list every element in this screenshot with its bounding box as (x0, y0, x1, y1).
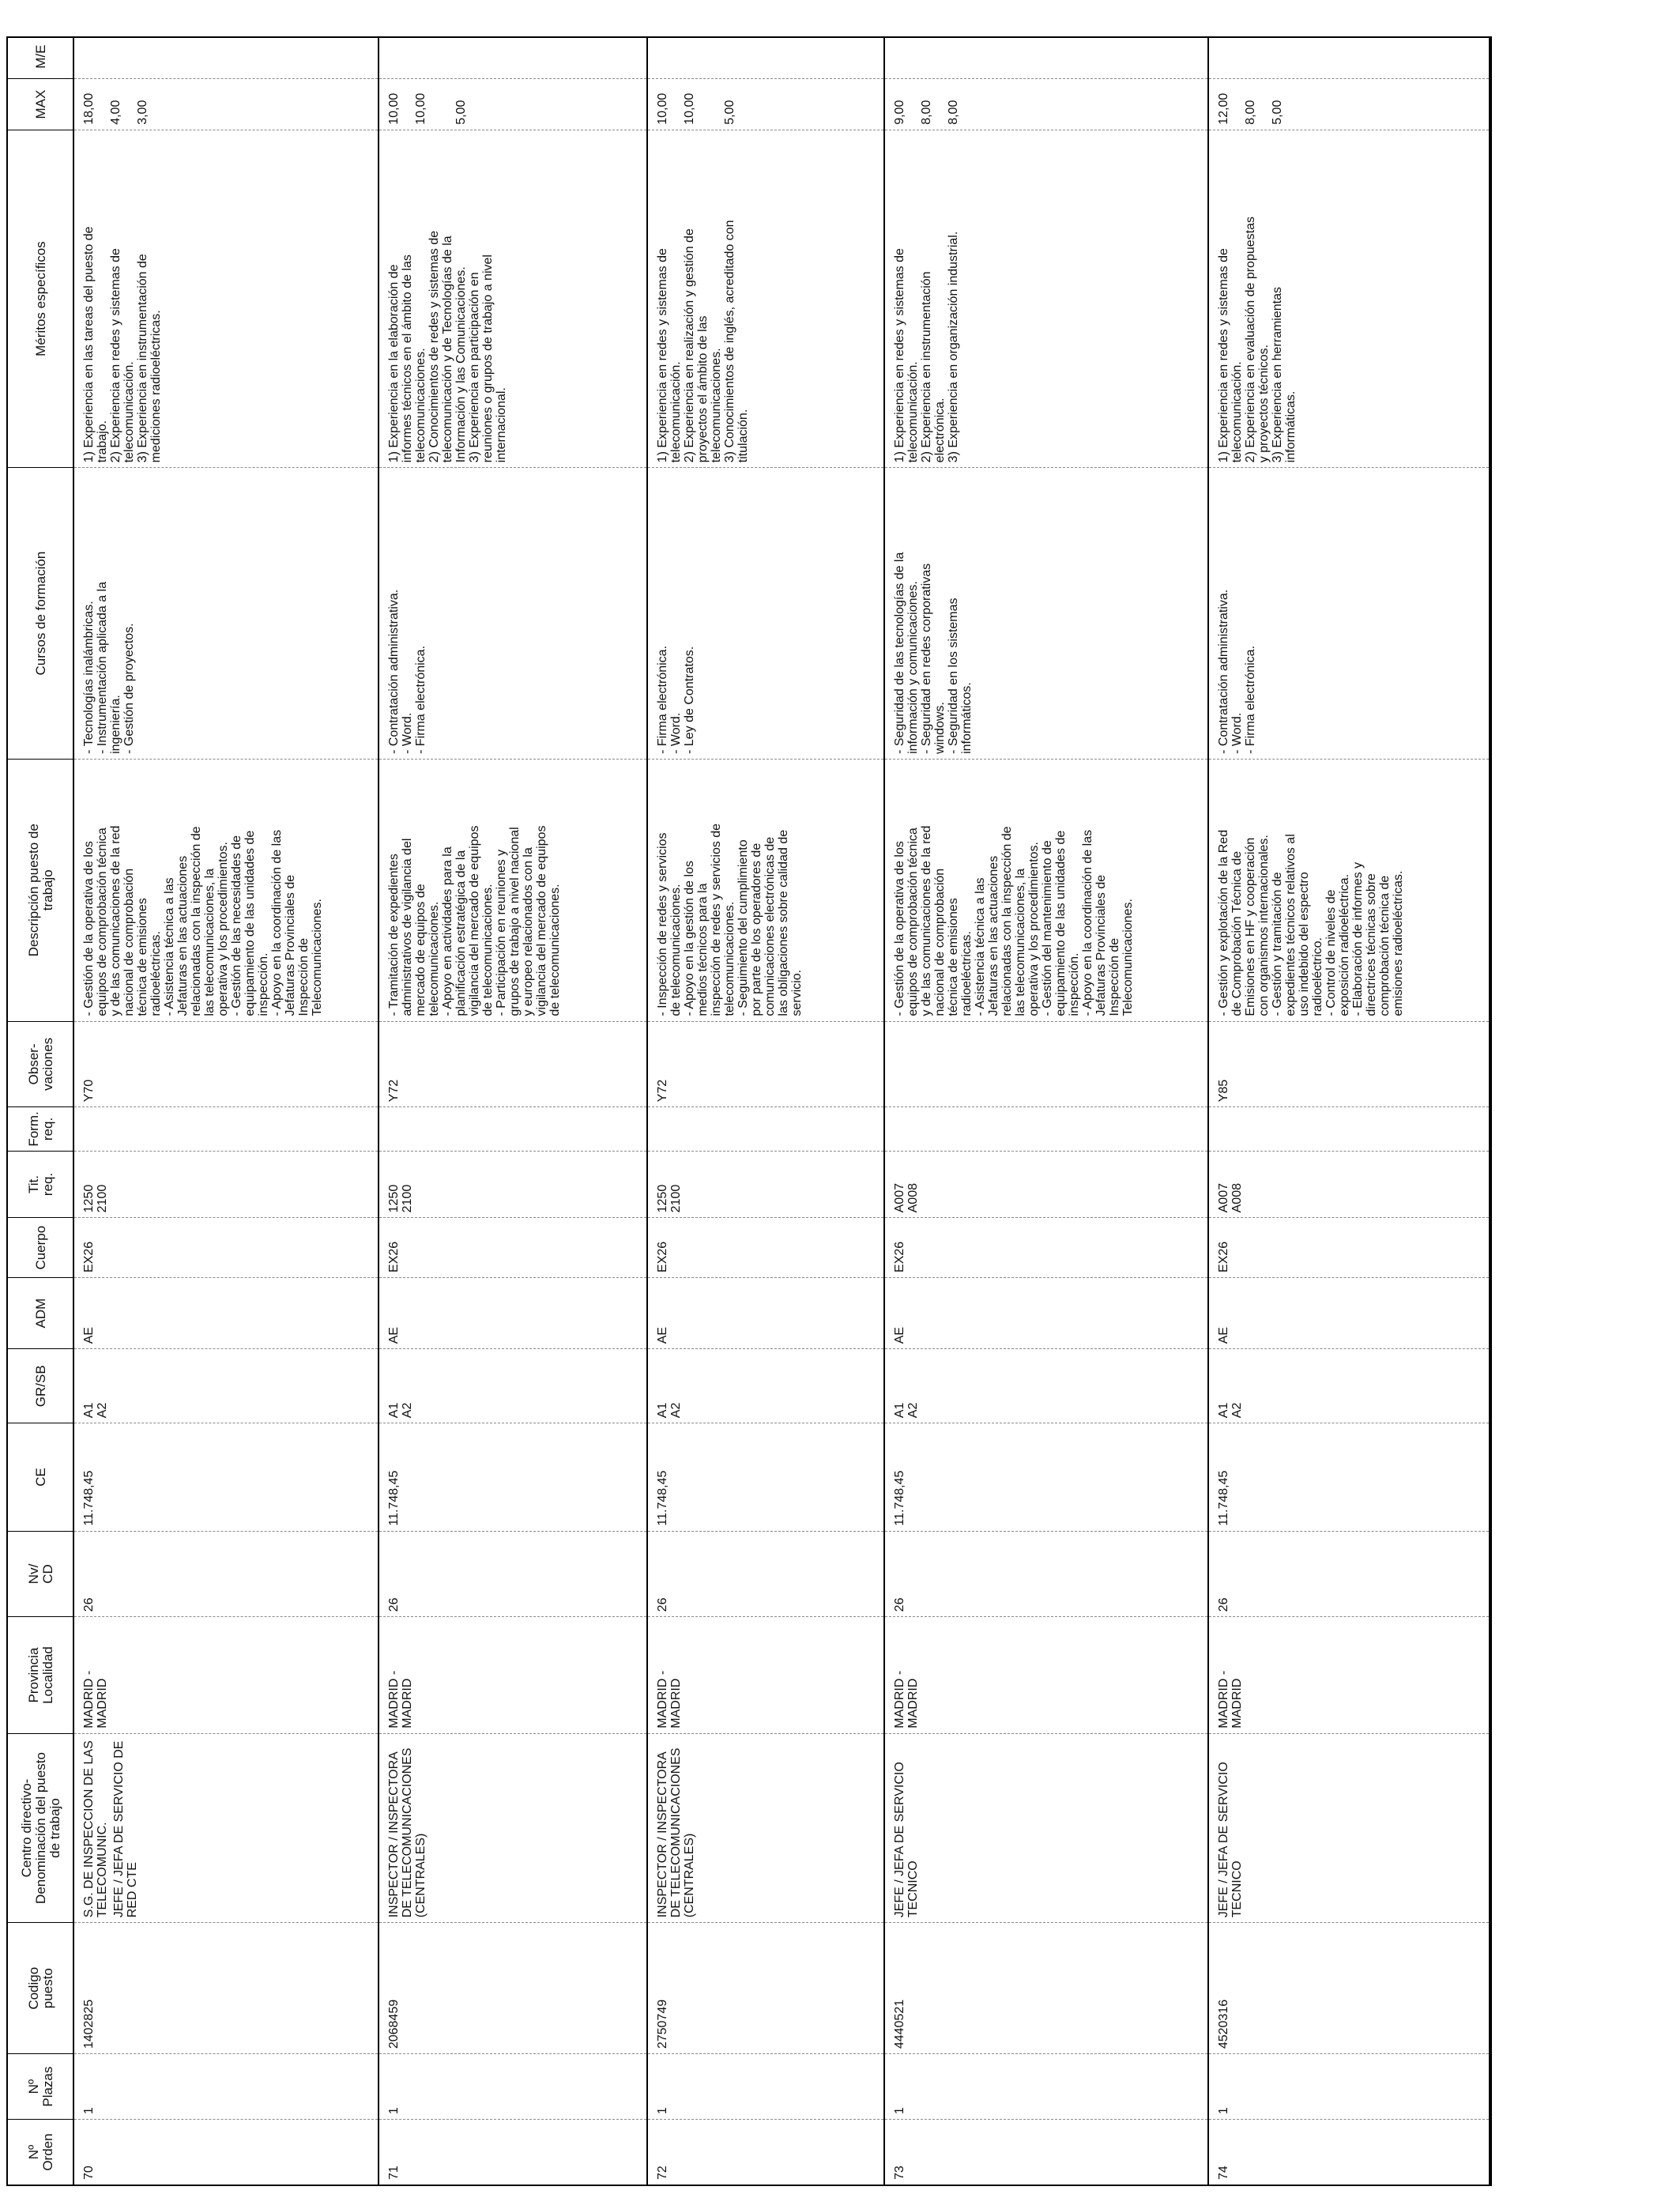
cell-titulacion: 1250 2100 (648, 1151, 883, 1218)
header-provincia: Provincia Localidad (8, 1616, 74, 1732)
cell-grupo: A1 A2 (379, 1348, 646, 1423)
cell-puesto (74, 1733, 378, 1923)
cell-cursos: - Contratación administrativa. - Word. - Firma electrónica. (379, 467, 646, 759)
cell-titulacion: 1250 2100 (379, 1151, 646, 1218)
cell-descripcion: - Gestión de la operativa de los equipos de comprobación técnica y de las comunicaciones de la red nacional de comprobación técnica de emisiones radioeléctricas. - Asistencia técnica a las Jefaturas en las actuaciones relacionadas con la inspección de las telecomunicaciones, la operativa y los procedimientos. - Gestión del mantenimiento de equipamiento de las unidades de inspección. - Apoyo en la coordinación de las Jefaturas Provinciales de Inspección de Telecomunicaciones. (885, 759, 1207, 1021)
puesto-name: JEFE / JEFA DE SERVICIO DE RED CTE (112, 1740, 139, 1918)
cell-formacion (1209, 1106, 1489, 1150)
cell-formacion (74, 1106, 378, 1150)
cell-meritos: 1) Experiencia en las tareas del puesto de trabajo. 2) Experiencia en redes y sistemas de telecomunicación. 3) Experiencia en instrumentación de mediciones radioeléctricas. (74, 130, 378, 468)
cell-observaciones: Y85 (1209, 1021, 1489, 1107)
header-titulacion: Tit. req. (8, 1151, 74, 1218)
cell-titulacion: A007 A008 (1209, 1151, 1489, 1218)
header-cursos: Cursos de formación (8, 467, 74, 759)
cell-nivel: 26 (648, 1531, 883, 1617)
cell-cuerpo: EX26 (1209, 1217, 1489, 1277)
cell-plazas: 1 (885, 2053, 1207, 2119)
header-ce: CE (8, 1423, 74, 1530)
cell-ce: 11.748,45 (885, 1423, 1207, 1530)
cell-me (648, 35, 883, 78)
header-adm: ADM (8, 1277, 74, 1348)
header-centro: Centro directivo- Denominación del puesto de trabajo (8, 1733, 74, 1923)
cell-provincia: MADRID - MADRID (648, 1616, 883, 1732)
cell-cuerpo: EX26 (379, 1217, 646, 1277)
cell-plazas: 1 (379, 2053, 646, 2119)
cell-meritos: 1) Experiencia en redes y sistemas de telecomunicación. 2) Experiencia en evaluación de propuestas y proyectos técnicos. 3) Experiencia en herramientas informáticas. (1209, 130, 1489, 468)
header-formacion: Form. req. (8, 1106, 74, 1150)
header-orden: Nº Orden (8, 2119, 74, 2185)
cell-adm: AE (1209, 1277, 1489, 1348)
cell-puesto: INSPECTOR / INSPECTORA DE TELECOMUNICACIONES (CENTRALES) (648, 1733, 883, 1923)
cell-codigo: 2750749 (648, 1922, 883, 2053)
header-max: MAX (8, 78, 74, 129)
cell-provincia: MADRID - MADRID (1209, 1616, 1489, 1732)
positions-table (6, 36, 1492, 2186)
cell-adm: AE (379, 1277, 646, 1348)
cell-max: 12,00 8,00 5,00 (1209, 78, 1489, 129)
cell-cuerpo: EX26 (74, 1217, 378, 1277)
cell-cursos: - Contratación administrativa. - Word. - Firma electrónica. (1209, 467, 1489, 759)
cell-cursos: - Firma electrónica. - Word. - Ley de Contratos. (648, 467, 883, 759)
cell-observaciones (885, 1021, 1207, 1107)
cell-ce: 11.748,45 (1209, 1423, 1489, 1530)
cell-formacion (648, 1106, 883, 1150)
cell-me (379, 35, 646, 78)
cell-plazas: 1 (1209, 2053, 1489, 2119)
cell-titulacion: 1250 2100 (74, 1151, 378, 1218)
cell-puesto: JEFE / JEFA DE SERVICIO TECNICO (1209, 1733, 1489, 1923)
table-row (648, 38, 885, 2185)
cell-cursos: - Tecnologías inalámbricas. - Instrumentación aplicada a la ingeniería. - Gestión de proyectos. (74, 467, 378, 759)
cell-orden: 70 (74, 2119, 378, 2185)
cell-observaciones: Y70 (74, 1021, 378, 1107)
cell-provincia: MADRID - MADRID (885, 1616, 1207, 1732)
cell-nivel: 26 (379, 1531, 646, 1617)
cell-adm: AE (885, 1277, 1207, 1348)
cell-orden: 74 (1209, 2119, 1489, 2185)
cell-nivel: 26 (74, 1531, 378, 1617)
cell-cursos: - Seguridad de las tecnologías de la información y comunicaciones. - Seguridad en redes corporativas windows. - Seguridad en los sistemas informáticos. (885, 467, 1207, 759)
cell-codigo: 1402825 (74, 1922, 378, 2053)
header-me: M/E (33, 44, 48, 69)
cell-grupo: A1 A2 (74, 1348, 378, 1423)
header-codigo: Codigo puesto (8, 1922, 74, 2053)
cell-ce: 11.748,45 (648, 1423, 883, 1530)
cell-adm: AE (74, 1277, 378, 1348)
header-descripcion: Descripción puesto de trabajo (8, 759, 74, 1021)
header-observaciones: Obser- vaciones (8, 1021, 74, 1107)
cell-max: 18,00 4,00 3,00 (74, 78, 378, 129)
cell-ce: 11.748,45 (74, 1423, 378, 1530)
table-row (1209, 38, 1490, 2185)
cell-cuerpo: EX26 (648, 1217, 883, 1277)
cell-orden: 73 (885, 2119, 1207, 2185)
cell-descripcion: - Gestión de la operativa de los equipos de comprobación técnica y de las comunicaciones de la red nacional de comprobación técnica de emisiones radioeléctricas. - Asistencia técnica a las Jefaturas en las actuaciones relacionadas con la inspección de las telecomunicaciones, la operativa y los procedimientos. - Gestión de las necesidades de equipamiento de las unidades de inspección. - Apoyo en la coordinación de las Jefaturas Provinciales de Inspección de Telecomunicaciones. (74, 759, 378, 1021)
header-meritos: Méritos específicos (8, 130, 74, 468)
table-row (74, 38, 379, 2185)
cell-max: 10,00 10,00 5,00 (648, 78, 883, 129)
table-header (8, 38, 74, 2185)
header-plazas: Nº Plazas (8, 2053, 74, 2119)
cell-meritos: 1) Experiencia en redes y sistemas de telecomunicación. 2) Experiencia en realización y gestión de proyectos el ámbito de las telecomunicaciones. 3) Conocimientos de inglés, acreditado con titulación. (648, 130, 883, 468)
header-grupo: GR/SB (8, 1348, 74, 1423)
cell-provincia: MADRID - MADRID (379, 1616, 646, 1732)
cell-max: 9,00 8,00 8,00 (885, 78, 1207, 129)
cell-me (1209, 35, 1489, 78)
header-nivel: Nv/ CD (8, 1531, 74, 1617)
cell-codigo: 2068459 (379, 1922, 646, 2053)
cell-nivel: 26 (1209, 1531, 1489, 1617)
cell-observaciones: Y72 (648, 1021, 883, 1107)
cell-grupo: A1 A2 (648, 1348, 883, 1423)
table-row (379, 38, 648, 2185)
cell-cuerpo: EX26 (885, 1217, 1207, 1277)
cell-adm: AE (648, 1277, 883, 1348)
cell-plazas: 1 (648, 2053, 883, 2119)
cell-orden: 72 (648, 2119, 883, 2185)
cell-formacion (885, 1106, 1207, 1150)
section-title: S.G. DE INSPECCION DE LAS TELECOMUNIC. (82, 1740, 109, 1918)
cell-nivel: 26 (885, 1531, 1207, 1617)
cell-grupo: A1 A2 (885, 1348, 1207, 1423)
cell-grupo: A1 A2 (1209, 1348, 1489, 1423)
cell-me (885, 35, 1207, 78)
table-row (885, 38, 1209, 2185)
cell-puesto: INSPECTOR / INSPECTORA DE TELECOMUNICACIONES (CENTRALES) (379, 1733, 646, 1923)
cell-max: 10,00 10,00 5,00 (379, 78, 646, 129)
cell-meritos: 1) Experiencia en redes y sistemas de telecomunicación. 2) Experiencia en instrumentación electrónica. 3) Experiencia en organización industrial. (885, 130, 1207, 468)
cell-meritos: 1) Experiencia en la elaboración de informes técnicos en el ámbito de las telecomunicaciones. 2) Conocimientos de redes y sistemas de telecomunicación y de Tecnologías de la Información y las Comunicaciones. 3) Experiencia en participación en reuniones o grupos de trabajo a nivel internacional. (379, 130, 646, 468)
cell-formacion (379, 1106, 646, 1150)
cell-plazas: 1 (74, 2053, 378, 2119)
cell-orden: 71 (379, 2119, 646, 2185)
cell-descripcion: - Inspección de redes y servicios de telecomunicaciones. - Apoyo en la gestión de los medios técnicos para la inspección de redes y servicios de telecomunicaciones. - Seguimiento del cumplimiento por parte de los operadores de comunicaciones electrónicas de las obligaciones sobre calidad de servicio. (648, 759, 883, 1021)
cell-puesto: JEFE / JEFA DE SERVICIO TECNICO (885, 1733, 1207, 1923)
cell-descripcion: - Tramitación de expedientes administrativos de vigilancia del mercado de equipos de telecomunicaciones. - Apoyo en actividades para la planificación estratégica de la vigilancia del mercado de equipos de telecomunicaciones. - Participación en reuniones y grupos de trabajo a nivel nacional y europeo relacionados con la vigilancia del mercado de equipos de telecomunicaciones. (379, 759, 646, 1021)
header-cuerpo: Cuerpo (8, 1217, 74, 1277)
cell-codigo: 4440521 (885, 1922, 1207, 2053)
cell-observaciones: Y72 (379, 1021, 646, 1107)
cell-provincia: MADRID - MADRID (74, 1616, 378, 1732)
cell-codigo: 4520316 (1209, 1922, 1489, 2053)
cell-descripcion: - Gestión y explotación de la Red de Comprobación Técnica de Emisiones en HF y cooperación con organismos internacionales. - Gestión y tramitación de expedientes técnicos relativos al uso indebido del espectro radioeléctrico. - Control de niveles de exposición radioeléctrica. - Elaboración de informes y directrices técnicas sobre comprobación técnica de emisiones radioeléctricas. (1209, 759, 1489, 1021)
cell-titulacion: A007 A008 (885, 1151, 1207, 1218)
cell-me (74, 35, 378, 78)
cell-ce: 11.748,45 (379, 1423, 646, 1530)
